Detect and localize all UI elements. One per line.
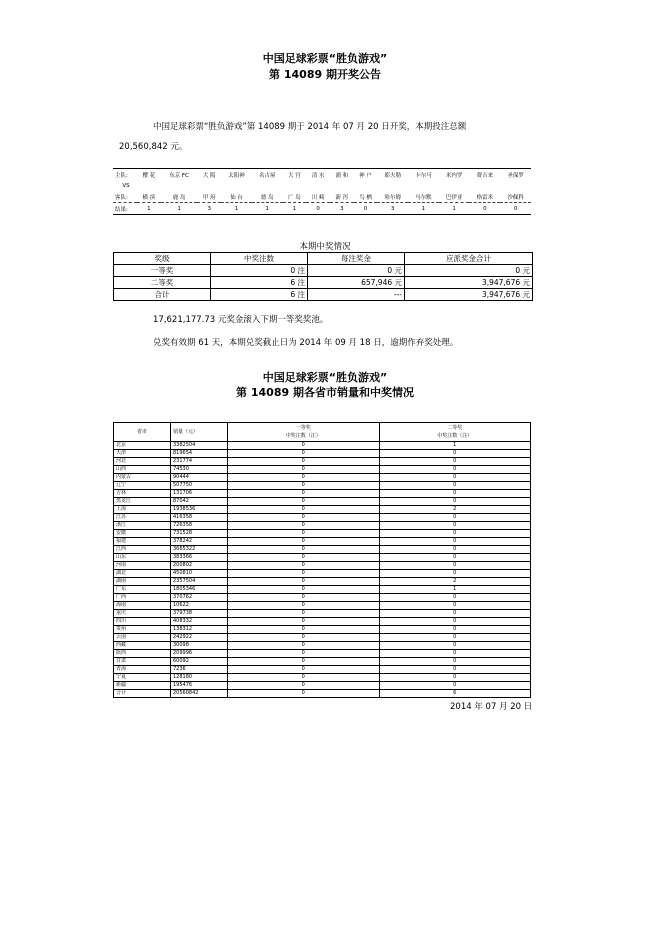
province-second-prize: 0: [379, 570, 531, 578]
second-prize-header: [379, 423, 531, 442]
home-team: 大 阪: [197, 169, 221, 181]
province-header-row: [114, 423, 531, 442]
vs-spacer: [408, 180, 439, 191]
province-second-prize: 0: [379, 634, 531, 642]
province-second-prize: 0: [379, 602, 531, 610]
away-team: 仙 台: [221, 191, 252, 203]
province-sales: 90444: [171, 474, 228, 482]
province-name: 湖南: [114, 578, 171, 586]
vs-label: VS: [122, 182, 130, 189]
away-team: 新 泻: [330, 191, 354, 203]
province-first-prize: 0: [228, 610, 380, 618]
province-second-prize: 6: [379, 690, 531, 698]
province-row: [114, 450, 531, 458]
home-team: 清 水: [306, 169, 330, 181]
prize-header-level: 奖级: [114, 253, 211, 265]
away-team: 马尔默: [408, 191, 439, 203]
province-row: [114, 570, 531, 578]
footer-date: 2014 年 07 月 20 日: [450, 702, 533, 712]
province-second-prize: 0: [379, 514, 531, 522]
match-result: 1: [221, 203, 252, 215]
away-team: 沙佩科: [500, 191, 531, 203]
province-second-prize: 0: [379, 554, 531, 562]
province-second-prize: 0: [379, 626, 531, 634]
province-row: [114, 682, 531, 690]
province-second-prize: 0: [379, 674, 531, 682]
prize-row: [114, 289, 533, 301]
prize-header-count: 中奖注数: [211, 253, 308, 265]
province-name: 新疆: [114, 682, 171, 690]
vs-row: [113, 180, 531, 191]
province-sales: 209996: [171, 650, 228, 658]
province-sales-table: [113, 422, 531, 698]
province-first-prize: 0: [228, 458, 380, 466]
validity-note: 兑奖有效期 61 天，本期兑奖截止日为 2014 年 09 月 18 日，逾期作弃奖处理。: [153, 338, 459, 348]
province-second-prize: 0: [379, 490, 531, 498]
prize-header-amount: 每注奖金: [308, 253, 405, 265]
province-second-prize: 0: [379, 650, 531, 658]
province-first-prize: 0: [228, 450, 380, 458]
sales-title: 中国足球彩票“胜负游戏”: [262, 371, 388, 384]
announcement-title: 中国足球彩票“胜负游戏”: [262, 52, 388, 65]
province-first-prize: 0: [228, 490, 380, 498]
second-prize-header-title: 二等奖: [447, 425, 463, 431]
province-name: 广东: [114, 586, 171, 594]
prize-section-title: 本期中奖情况: [299, 242, 351, 252]
province-first-prize: 0: [228, 578, 380, 586]
province-first-prize: 0: [228, 618, 380, 626]
province-first-prize: 0: [228, 626, 380, 634]
province-first-prize: 0: [228, 562, 380, 570]
match-table: [113, 168, 531, 215]
province-sales: 408332: [171, 618, 228, 626]
province-row: [114, 466, 531, 474]
province-name: 北京: [114, 442, 171, 450]
prize-level: 一等奖: [114, 265, 211, 277]
prize-amount: 657,946 元: [308, 277, 405, 289]
match-result: 0: [469, 203, 500, 215]
result-row: [113, 203, 531, 215]
province-name: 吉林: [114, 490, 171, 498]
match-result: 0: [500, 203, 531, 215]
province-second-prize: 0: [379, 658, 531, 666]
province-sales: 2357504: [171, 578, 228, 586]
away-team-row: [113, 191, 531, 203]
province-name: 西藏: [114, 642, 171, 650]
province-first-prize: 0: [228, 522, 380, 530]
province-first-prize: 0: [228, 570, 380, 578]
sales-header: 销量（元）: [171, 423, 228, 442]
province-name: 辽宁: [114, 482, 171, 490]
home-label: 主队:: [113, 169, 137, 181]
province-first-prize: 0: [228, 466, 380, 474]
province-sales: 200802: [171, 562, 228, 570]
prize-amount: ---: [308, 289, 405, 301]
vs-spacer: [439, 180, 470, 191]
province-sales: 450810: [171, 570, 228, 578]
province-sales: 87042: [171, 498, 228, 506]
vs-spacer: [500, 180, 531, 191]
match-result: 1: [408, 203, 439, 215]
home-team: 卡尔马: [408, 169, 439, 181]
province-second-prize: 0: [379, 610, 531, 618]
province-row: [114, 554, 531, 562]
province-name: 山西: [114, 466, 171, 474]
vs-spacer: [161, 180, 198, 191]
home-team: 大 宫: [283, 169, 307, 181]
province-second-prize: 0: [379, 466, 531, 474]
match-result: 0: [354, 203, 378, 215]
province-row: [114, 642, 531, 650]
vs-spacer: [354, 180, 378, 191]
province-sales: 10622: [171, 602, 228, 610]
province-first-prize: 0: [228, 594, 380, 602]
home-team: 樱 花: [137, 169, 161, 181]
match-result: 3: [197, 203, 221, 215]
away-team: 哈尔姆: [377, 191, 408, 203]
prize-header-row: [114, 253, 533, 265]
province-second-prize: 0: [379, 642, 531, 650]
province-first-prize: 0: [228, 538, 380, 546]
province-name: 云南: [114, 634, 171, 642]
vs-spacer: [197, 180, 221, 191]
province-row: [114, 594, 531, 602]
away-team: 横 滨: [137, 191, 161, 203]
province-sales: 74530: [171, 466, 228, 474]
province-sales: 128180: [171, 674, 228, 682]
prize-level: 二等奖: [114, 277, 211, 289]
province-sales: 242922: [171, 634, 228, 642]
province-name: 青海: [114, 666, 171, 674]
province-first-prize: 0: [228, 442, 380, 450]
province-first-prize: 0: [228, 530, 380, 538]
province-name: 宁夏: [114, 674, 171, 682]
province-name: 安徽: [114, 530, 171, 538]
province-second-prize: 1: [379, 442, 531, 450]
prize-total: 0 元: [405, 265, 533, 277]
province-first-prize: 0: [228, 634, 380, 642]
province-name: 黑龙江: [114, 498, 171, 506]
province-row: [114, 690, 531, 698]
province-first-prize: 0: [228, 642, 380, 650]
prize-total: 3,947,676 元: [405, 289, 533, 301]
province-first-prize: 0: [228, 554, 380, 562]
province-name: 贵州: [114, 626, 171, 634]
prize-row: [114, 277, 533, 289]
province-first-prize: 0: [228, 482, 380, 490]
away-team: 甲 府: [197, 191, 221, 203]
province-row: [114, 506, 531, 514]
province-sales: 507750: [171, 482, 228, 490]
province-row: [114, 650, 531, 658]
match-result: 1: [137, 203, 161, 215]
province-sales: 370762: [171, 594, 228, 602]
vs-spacer: [221, 180, 252, 191]
vs-spacer: [330, 180, 354, 191]
province-row: [114, 658, 531, 666]
province-sales: 30098: [171, 642, 228, 650]
province-sales: 379738: [171, 610, 228, 618]
away-team: 鹿 岛: [161, 191, 198, 203]
away-team: 德 岛: [252, 191, 283, 203]
province-sales: 731528: [171, 530, 228, 538]
province-first-prize: 0: [228, 690, 380, 698]
away-team: 广 岛: [283, 191, 307, 203]
province-name: 海南: [114, 602, 171, 610]
issue-title: 第 14089 期开奖公告: [269, 68, 381, 81]
province-row: [114, 522, 531, 530]
home-team: 圣保罗: [500, 169, 531, 181]
province-row: [114, 538, 531, 546]
announcement-line-1: 中国足球彩票“胜负游戏”第 14089 期于 2014 年 07 月 20 日开奖，本期投注总额: [153, 122, 467, 132]
province-second-prize: 0: [379, 538, 531, 546]
province-sales: 726358: [171, 522, 228, 530]
province-sales: 1938536: [171, 506, 228, 514]
away-team: 鸟 栖: [354, 191, 378, 203]
province-first-prize: 0: [228, 674, 380, 682]
province-first-prize: 0: [228, 682, 380, 690]
province-name: 天津: [114, 450, 171, 458]
province-first-prize: 0: [228, 546, 380, 554]
province-sales: 20560842: [171, 690, 228, 698]
province-row: [114, 602, 531, 610]
vs-spacer: [137, 180, 161, 191]
province-name: 湖北: [114, 570, 171, 578]
province-row: [114, 514, 531, 522]
first-prize-header-sub: 中奖注数（注）: [285, 433, 321, 439]
vs-spacer: [283, 180, 307, 191]
province-second-prize: 0: [379, 498, 531, 506]
province-name: 合计: [114, 690, 171, 698]
province-first-prize: 0: [228, 498, 380, 506]
province-second-prize: 0: [379, 458, 531, 466]
province-row: [114, 578, 531, 586]
province-second-prize: 2: [379, 578, 531, 586]
province-name: 浙江: [114, 522, 171, 530]
province-name: 广西: [114, 594, 171, 602]
province-name: 福建: [114, 538, 171, 546]
province-sales: 416358: [171, 514, 228, 522]
home-team: 浦 和: [330, 169, 354, 181]
province-sales: 378242: [171, 538, 228, 546]
vs-spacer: [469, 180, 500, 191]
province-row: [114, 634, 531, 642]
prize-level: 合计: [114, 289, 211, 301]
first-prize-header-title: 一等奖: [295, 425, 311, 431]
first-prize-header: [228, 423, 380, 442]
province-name: 河南: [114, 562, 171, 570]
province-header: 省市: [114, 423, 171, 442]
province-row: [114, 666, 531, 674]
result-label: 结果:: [113, 203, 137, 215]
province-second-prize: 0: [379, 522, 531, 530]
province-first-prize: 0: [228, 666, 380, 674]
match-result: 1: [283, 203, 307, 215]
prize-header-total: 应派奖金合计: [405, 253, 533, 265]
match-result: 1: [161, 203, 198, 215]
second-prize-header-sub: 中奖注数（注）: [437, 433, 473, 439]
province-first-prize: 0: [228, 602, 380, 610]
province-sales: 131706: [171, 490, 228, 498]
prize-amount: 0 元: [308, 265, 405, 277]
home-team: 耶夫勒: [377, 169, 408, 181]
away-team: 川 崎: [306, 191, 330, 203]
home-team: 东京 FC: [161, 169, 198, 181]
vs-spacer: [252, 180, 283, 191]
province-name: 陕西: [114, 650, 171, 658]
province-second-prize: 0: [379, 546, 531, 554]
province-second-prize: 2: [379, 506, 531, 514]
prize-count: 6 注: [211, 289, 308, 301]
province-second-prize: 0: [379, 618, 531, 626]
match-result: 0: [306, 203, 330, 215]
province-first-prize: 0: [228, 514, 380, 522]
match-result: 1: [439, 203, 470, 215]
prize-count: 6 注: [211, 277, 308, 289]
province-name: 重庆: [114, 610, 171, 618]
province-sales: 195476: [171, 682, 228, 690]
rollover-note: 17,621,177.73 元奖金滚入下期一等奖奖池。: [153, 315, 329, 325]
province-row: [114, 442, 531, 450]
province-row: [114, 458, 531, 466]
province-second-prize: 0: [379, 666, 531, 674]
province-sales: 7236: [171, 666, 228, 674]
province-row: [114, 610, 531, 618]
province-sales: 231774: [171, 458, 228, 466]
province-second-prize: 0: [379, 594, 531, 602]
province-first-prize: 0: [228, 650, 380, 658]
province-row: [114, 674, 531, 682]
province-name: 内蒙古: [114, 474, 171, 482]
home-team: 名古屋: [252, 169, 283, 181]
province-sales: 819654: [171, 450, 228, 458]
prize-total: 3,947,676 元: [405, 277, 533, 289]
province-row: [114, 586, 531, 594]
province-row: [114, 474, 531, 482]
province-sales: 1805346: [171, 586, 228, 594]
vs-spacer: [377, 180, 408, 191]
province-second-prize: 0: [379, 482, 531, 490]
province-name: 山东: [114, 554, 171, 562]
home-team: 神 户: [354, 169, 378, 181]
province-sales: 138312: [171, 626, 228, 634]
home-team: 费吉来: [469, 169, 500, 181]
home-team: 米内罗: [439, 169, 470, 181]
province-row: [114, 490, 531, 498]
home-team-row: [113, 169, 531, 181]
province-second-prize: 0: [379, 450, 531, 458]
province-second-prize: 1: [379, 586, 531, 594]
province-second-prize: 0: [379, 562, 531, 570]
prize-row: [114, 265, 533, 277]
away-team: 巴伊亚: [439, 191, 470, 203]
province-first-prize: 0: [228, 506, 380, 514]
province-row: [114, 626, 531, 634]
province-sales: 383366: [171, 554, 228, 562]
province-name: 上海: [114, 506, 171, 514]
province-name: 江苏: [114, 514, 171, 522]
prize-table: [113, 252, 533, 301]
home-team: 太阳神: [221, 169, 252, 181]
province-first-prize: 0: [228, 474, 380, 482]
province-second-prize: 0: [379, 682, 531, 690]
province-row: [114, 546, 531, 554]
province-row: [114, 618, 531, 626]
away-label: 客队:: [113, 191, 137, 203]
announcement-line-2: 20,560,842 元。: [119, 142, 188, 152]
province-row: [114, 562, 531, 570]
province-sales: 3665322: [171, 546, 228, 554]
province-row: [114, 498, 531, 506]
province-sales: 3382504: [171, 442, 228, 450]
match-result: 3: [330, 203, 354, 215]
away-team: 格雷米: [469, 191, 500, 203]
sales-subtitle: 第 14089 期各省市销量和中奖情况: [236, 386, 414, 399]
province-name: 江西: [114, 546, 171, 554]
vs-spacer: [306, 180, 330, 191]
province-row: [114, 482, 531, 490]
province-first-prize: 0: [228, 658, 380, 666]
match-result: 3: [377, 203, 408, 215]
province-name: 甘肃: [114, 658, 171, 666]
province-second-prize: 0: [379, 530, 531, 538]
province-name: 四川: [114, 618, 171, 626]
province-row: [114, 530, 531, 538]
province-second-prize: 0: [379, 474, 531, 482]
match-result: 1: [252, 203, 283, 215]
province-name: 河北: [114, 458, 171, 466]
prize-count: 0 注: [211, 265, 308, 277]
province-first-prize: 0: [228, 586, 380, 594]
province-sales: 60092: [171, 658, 228, 666]
